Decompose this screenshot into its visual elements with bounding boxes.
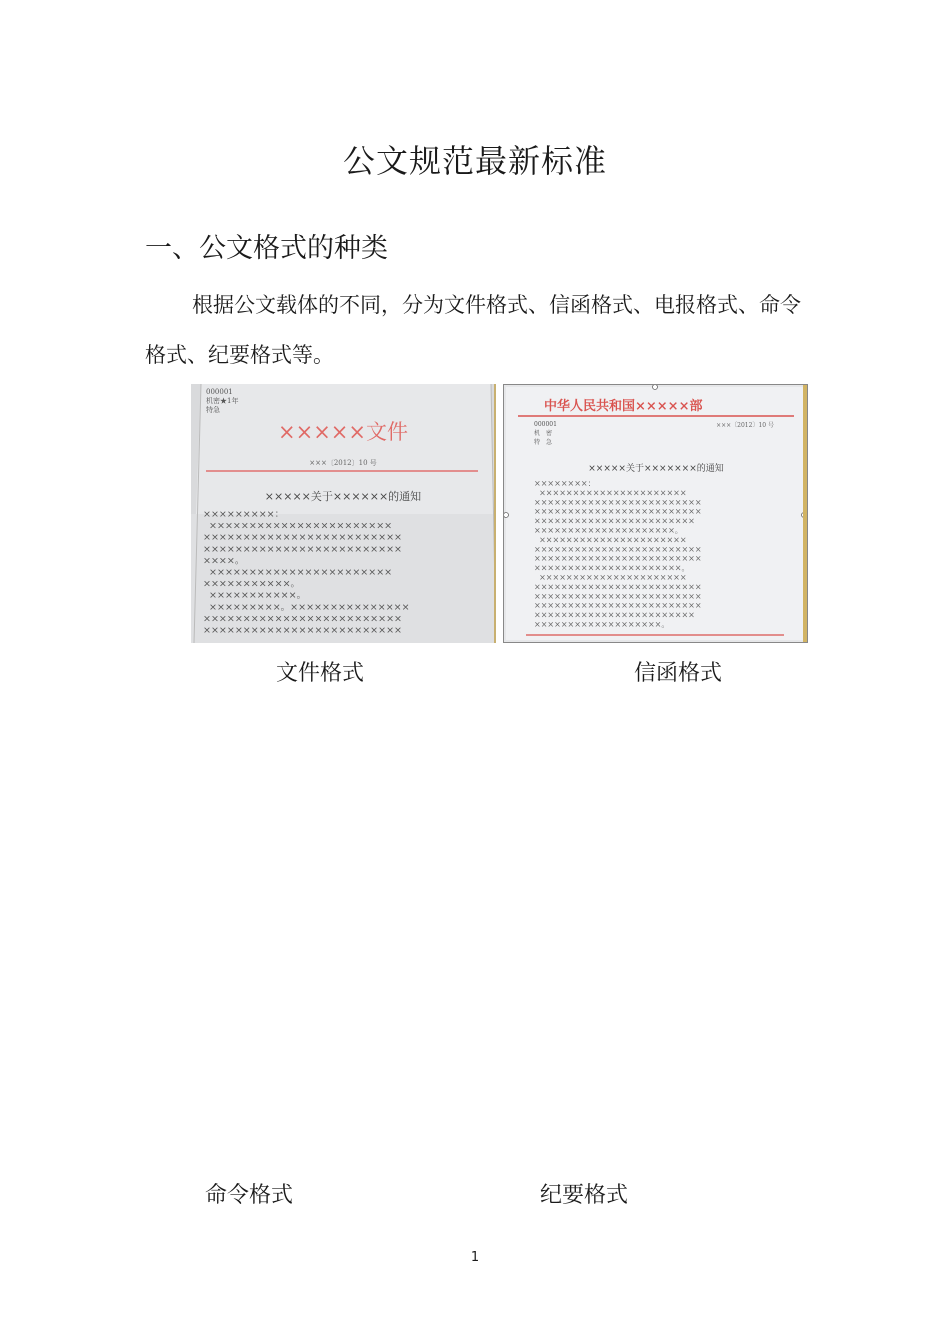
doc-body-line: ×××××××××××××××××××××。 — [534, 526, 683, 535]
secret-level: 机 密 — [534, 430, 553, 437]
issue-number: ×××〔2012〕10 号 — [716, 422, 774, 429]
doc-number: 000001 — [534, 421, 557, 428]
secret-level: 机密★1年 — [206, 397, 239, 405]
doc-body-line: ×××××××××： — [203, 509, 285, 520]
doc-body-line: ××××××××××××××××××××××× — [203, 567, 393, 578]
body-paragraph: 根据公文载体的不同，分为文件格式、信函格式、电报格式、命令格式、纪要格式等。 — [145, 293, 801, 367]
doc-body-line: ××××××××××××××××××××××××× — [203, 532, 402, 544]
doc-body-line: ×××××××××。××××××××××××××× — [203, 601, 410, 613]
doc-body-line: ××××××××××××××××××××××××× — [534, 554, 702, 564]
document-title: 公文规范最新标准 — [342, 142, 607, 180]
doc-body-line: ×××××××××××××××××××××××× — [534, 516, 695, 526]
doc-body-line: ××××××××××××××××××××××××× — [534, 591, 702, 601]
issue-number: ×××〔2012〕10 号 — [309, 459, 377, 467]
urgency-level: 特急 — [206, 406, 220, 414]
doc-body-line: ××××××××××××××××××××××××× — [534, 544, 702, 554]
doc-title: ×××××关于×××××××的通知 — [588, 464, 724, 474]
doc-body-line: ×××××××××××。 — [203, 590, 307, 602]
caption-command-format: 命令格式 — [205, 1183, 294, 1208]
letter-format-image — [503, 384, 808, 643]
doc-number: 000001 — [206, 388, 233, 396]
page-number: 1 — [470, 1250, 480, 1265]
doc-body-line: ×××××××××××××××××××××××× — [534, 610, 695, 620]
doc-body-line: ×××××××××××××××××××。 — [534, 620, 670, 629]
caption-file-format: 文件格式 — [276, 661, 365, 686]
caption-letter-format: 信函格式 — [634, 661, 723, 686]
doc-body-line: ×××××××××××××××××××××× — [534, 535, 687, 545]
doc-body-line: ××××。 — [203, 555, 245, 567]
doc-body-line: ×××××××××××。 — [203, 578, 301, 590]
doc-body-line: ××××××××××××××××××××××××× — [203, 625, 402, 636]
red-header: ×××××文件 — [278, 420, 408, 444]
doc-body-line: ×××××××××××××××××××××× — [534, 488, 687, 498]
doc-body-line: ××××××××××××××××××××××××× — [203, 613, 402, 625]
urgency-level: 特 急 — [534, 439, 553, 446]
doc-body-line: ××××××××： — [534, 479, 596, 488]
doc-body-line: ××××××××××××××××××××××××× — [203, 543, 402, 555]
doc-body-line: ××××××××××××××××××××××××× — [534, 601, 702, 611]
file-format-image — [191, 384, 496, 643]
doc-body-line: ××××××××××××××××××××××××× — [534, 507, 702, 517]
doc-body-line: ××××××××××××××××××××××××× — [534, 582, 702, 592]
doc-body-line: ××××××××××××××××××××××。 — [534, 563, 690, 573]
doc-body-line: ×××××××××××××××××××××× — [534, 573, 687, 582]
red-header: 中华人民共和国×××××部 — [544, 399, 703, 414]
caption-minutes-format: 纪要格式 — [540, 1183, 629, 1208]
doc-title: ×××××关于××××××的通知 — [264, 490, 422, 503]
doc-body-line: ××××××××××××××××××××××× — [203, 520, 393, 532]
section-heading: 一、公文格式的种类 — [145, 233, 388, 264]
doc-body-line: ××××××××××××××××××××××××× — [534, 497, 702, 507]
